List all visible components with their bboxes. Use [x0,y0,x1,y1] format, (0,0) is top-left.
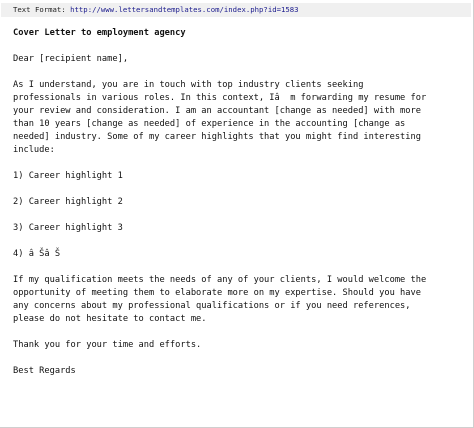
highlight-item: 1) Career highlight 1 [13,171,123,181]
closing-line: opportunity of meeting them to elaborate more on my expertise. Should you have [13,288,421,298]
paragraph-gap [13,235,465,248]
source-label: Text Format: [13,5,71,14]
paragraph-gap [13,157,465,170]
highlight-item: 4) â Šâ Š [13,249,61,259]
highlight-item: 3) Career highlight 3 [13,223,123,233]
paragraph-gap [13,66,465,79]
intro-line: professionals in various roles. In this context, Iâ m forwarding my resume for [13,93,427,103]
intro-line: As I understand, you are in touch with top industry clients seeking [13,80,364,90]
closing-line: please do not hesitate to contact me. [13,314,207,324]
paragraph-gap [13,352,465,365]
source-bar [1,3,471,17]
paragraph-gap [13,326,465,339]
salutation: Dear [recipient name], [13,54,129,64]
thanks-line: Thank you for your time and efforts. [13,340,202,350]
closing-line: any concerns about my professional qualifications or if you need references, [13,301,411,311]
intro-line: needed] industry. Some of my career highlights that you might find interesting [13,132,421,142]
paragraph-gap [13,209,465,222]
highlight-item: 2) Career highlight 2 [13,197,123,207]
signoff: Best Regards [13,366,76,376]
letter-body [13,27,465,378]
closing-line: If my qualification meets the needs of any of your clients, I would welcome the [13,275,427,285]
paragraph-gap [13,183,465,196]
source-link[interactable]: http://www.lettersandtemplates.com/index.php?id=1583 [70,5,299,14]
intro-line: than 10 years [change as needed] of experience in the accounting [change as [13,119,406,129]
paragraph-gap [13,261,465,274]
intro-line: your review and consideration. I am an accountant [change as needed] with more [13,106,421,116]
letter-title: Cover Letter to employment agency [13,28,186,38]
intro-line: include: [13,145,55,155]
